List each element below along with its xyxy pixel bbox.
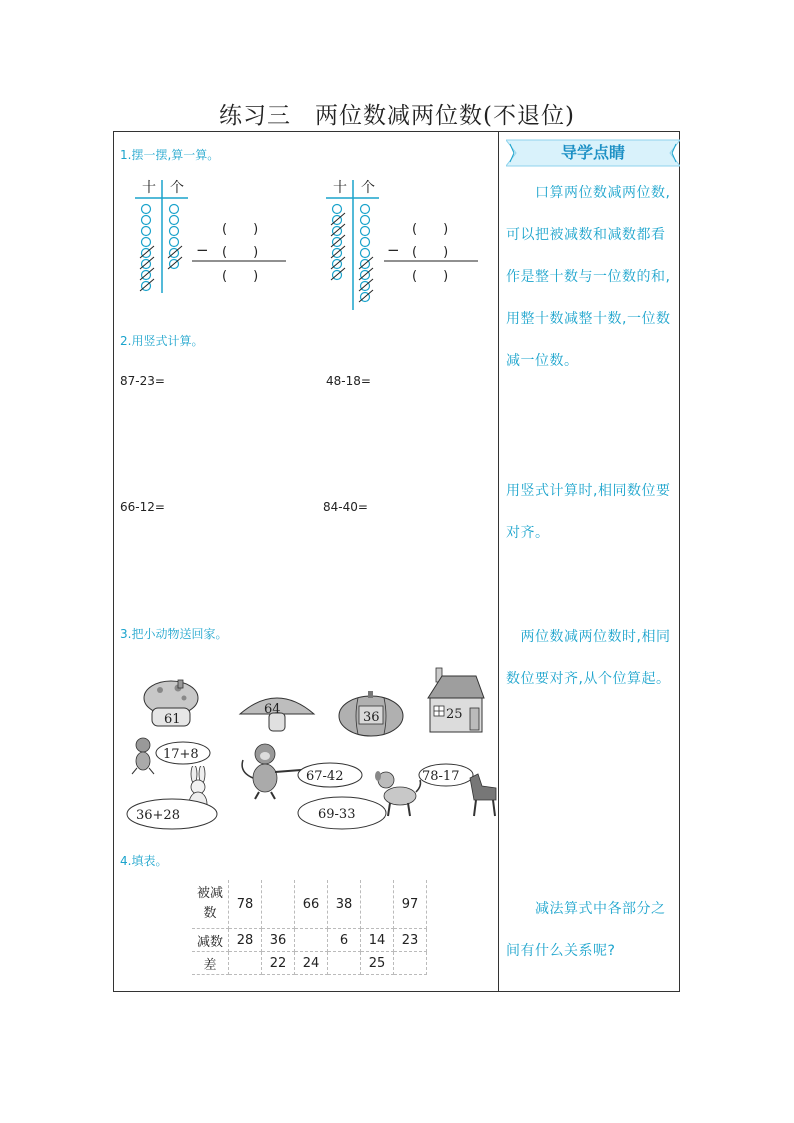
sidebar-tip-2: 用竖式计算时,相同数位要对齐。 <box>506 483 671 541</box>
abacus-1-blank-1[interactable]: ( ) <box>222 222 259 237</box>
abacus-1-blank-2[interactable]: ( ) <box>222 245 259 260</box>
pumpkin-house[interactable] <box>336 688 406 738</box>
expression-3-text: 78-17 <box>422 769 460 784</box>
sidebar-heading: 导学点睛 <box>560 143 625 162</box>
difference-header: 差 <box>192 952 229 975</box>
vertical-calc-1: 87-23= <box>120 374 165 388</box>
abacus-1-blank-3[interactable]: ( ) <box>222 269 259 284</box>
expression-1-text: 17+8 <box>163 747 199 762</box>
vertical-calc-3: 66-12= <box>120 500 165 514</box>
table-row <box>192 929 427 952</box>
table-cell[interactable]: 22 <box>262 952 295 975</box>
minuend-header: 被减数 <box>192 880 229 929</box>
table-cell[interactable]: 23 <box>394 929 427 952</box>
mushroom-house[interactable] <box>140 676 202 728</box>
expression-2-text: 67-42 <box>306 769 344 784</box>
table-cell[interactable]: 28 <box>229 929 262 952</box>
table-cell[interactable]: 14 <box>361 929 394 952</box>
column-divider <box>498 131 499 992</box>
abacus-1-tens-label: 十 <box>142 180 156 196</box>
house-3-number: 36 <box>363 710 380 725</box>
abacus-1-minus: − <box>196 241 209 259</box>
section-3-heading: 3.把小动物送回家。 <box>120 627 228 641</box>
abacus-2-minus: − <box>387 241 400 259</box>
section-4-heading: 4.填表。 <box>120 854 168 868</box>
sidebar-tip-3: 两位数减两位数时,相同数位要对齐,从个位算起。 <box>506 629 671 687</box>
vertical-calc-4: 84-40= <box>323 500 368 514</box>
subtrahend-header: 减数 <box>192 929 229 952</box>
section-1-heading: 1.摆一摆,算一算。 <box>120 148 220 162</box>
abacus-1 <box>130 178 290 298</box>
abacus-2-tens-label: 十 <box>333 180 347 196</box>
expression-36-plus-28[interactable] <box>126 798 218 830</box>
table-cell[interactable]: 25 <box>361 952 394 975</box>
sidebar-tip-1: 口算两位数减两位数,可以把被减数和减数都看作是整十数与一位数的和,用整十数减整十数,一位数减一位数。 <box>506 185 671 369</box>
abacus-2-ones-label: 个 <box>361 180 375 196</box>
table-row <box>192 880 427 929</box>
table-cell[interactable]: 78 <box>229 880 262 929</box>
expression-67-minus-42[interactable] <box>297 762 363 788</box>
abacus-1-sum-line <box>192 259 286 263</box>
house-4-number: 25 <box>446 707 463 722</box>
table-cell[interactable]: 97 <box>394 880 427 929</box>
sidebar-tip-4: 减法算式中各部分之间有什么关系呢? <box>506 901 666 959</box>
table-cell[interactable]: 38 <box>328 880 361 929</box>
house-2-number: 64 <box>264 702 281 717</box>
cottage-house[interactable] <box>426 666 486 736</box>
table-cell[interactable] <box>328 952 361 975</box>
table-cell[interactable] <box>229 952 262 975</box>
table-cell[interactable]: 66 <box>295 880 328 929</box>
table-cell[interactable] <box>361 880 394 929</box>
abacus-2 <box>321 178 481 313</box>
vertical-calc-2: 48-18= <box>326 374 371 388</box>
table-cell[interactable] <box>295 929 328 952</box>
expression-17-plus-8[interactable] <box>155 741 211 765</box>
abacus-1-ones-label: 个 <box>170 180 184 196</box>
section-2-heading: 2.用竖式计算。 <box>120 334 204 348</box>
abacus-2-blank-2[interactable]: ( ) <box>412 245 449 260</box>
horse-icon <box>466 770 498 818</box>
abacus-2-sum-line <box>384 259 478 263</box>
table-row <box>192 952 427 975</box>
table-cell[interactable]: 24 <box>295 952 328 975</box>
small-monkey-icon <box>128 736 158 776</box>
abacus-2-blank-3[interactable]: ( ) <box>412 269 449 284</box>
fill-table <box>192 880 427 975</box>
expression-4-text: 36+28 <box>136 808 180 823</box>
expression-69-minus-33[interactable] <box>297 796 387 830</box>
mushroom[interactable] <box>237 686 317 734</box>
table-cell[interactable]: 6 <box>328 929 361 952</box>
table-cell[interactable]: 36 <box>262 929 295 952</box>
abacus-2-blank-1[interactable]: ( ) <box>412 222 449 237</box>
page-title: 练习三 两位数减两位数(不退位) <box>219 103 575 129</box>
expression-5-text: 69-33 <box>318 807 356 822</box>
table-cell[interactable] <box>394 952 427 975</box>
table-cell[interactable] <box>262 880 295 929</box>
house-1-number: 61 <box>164 712 181 727</box>
